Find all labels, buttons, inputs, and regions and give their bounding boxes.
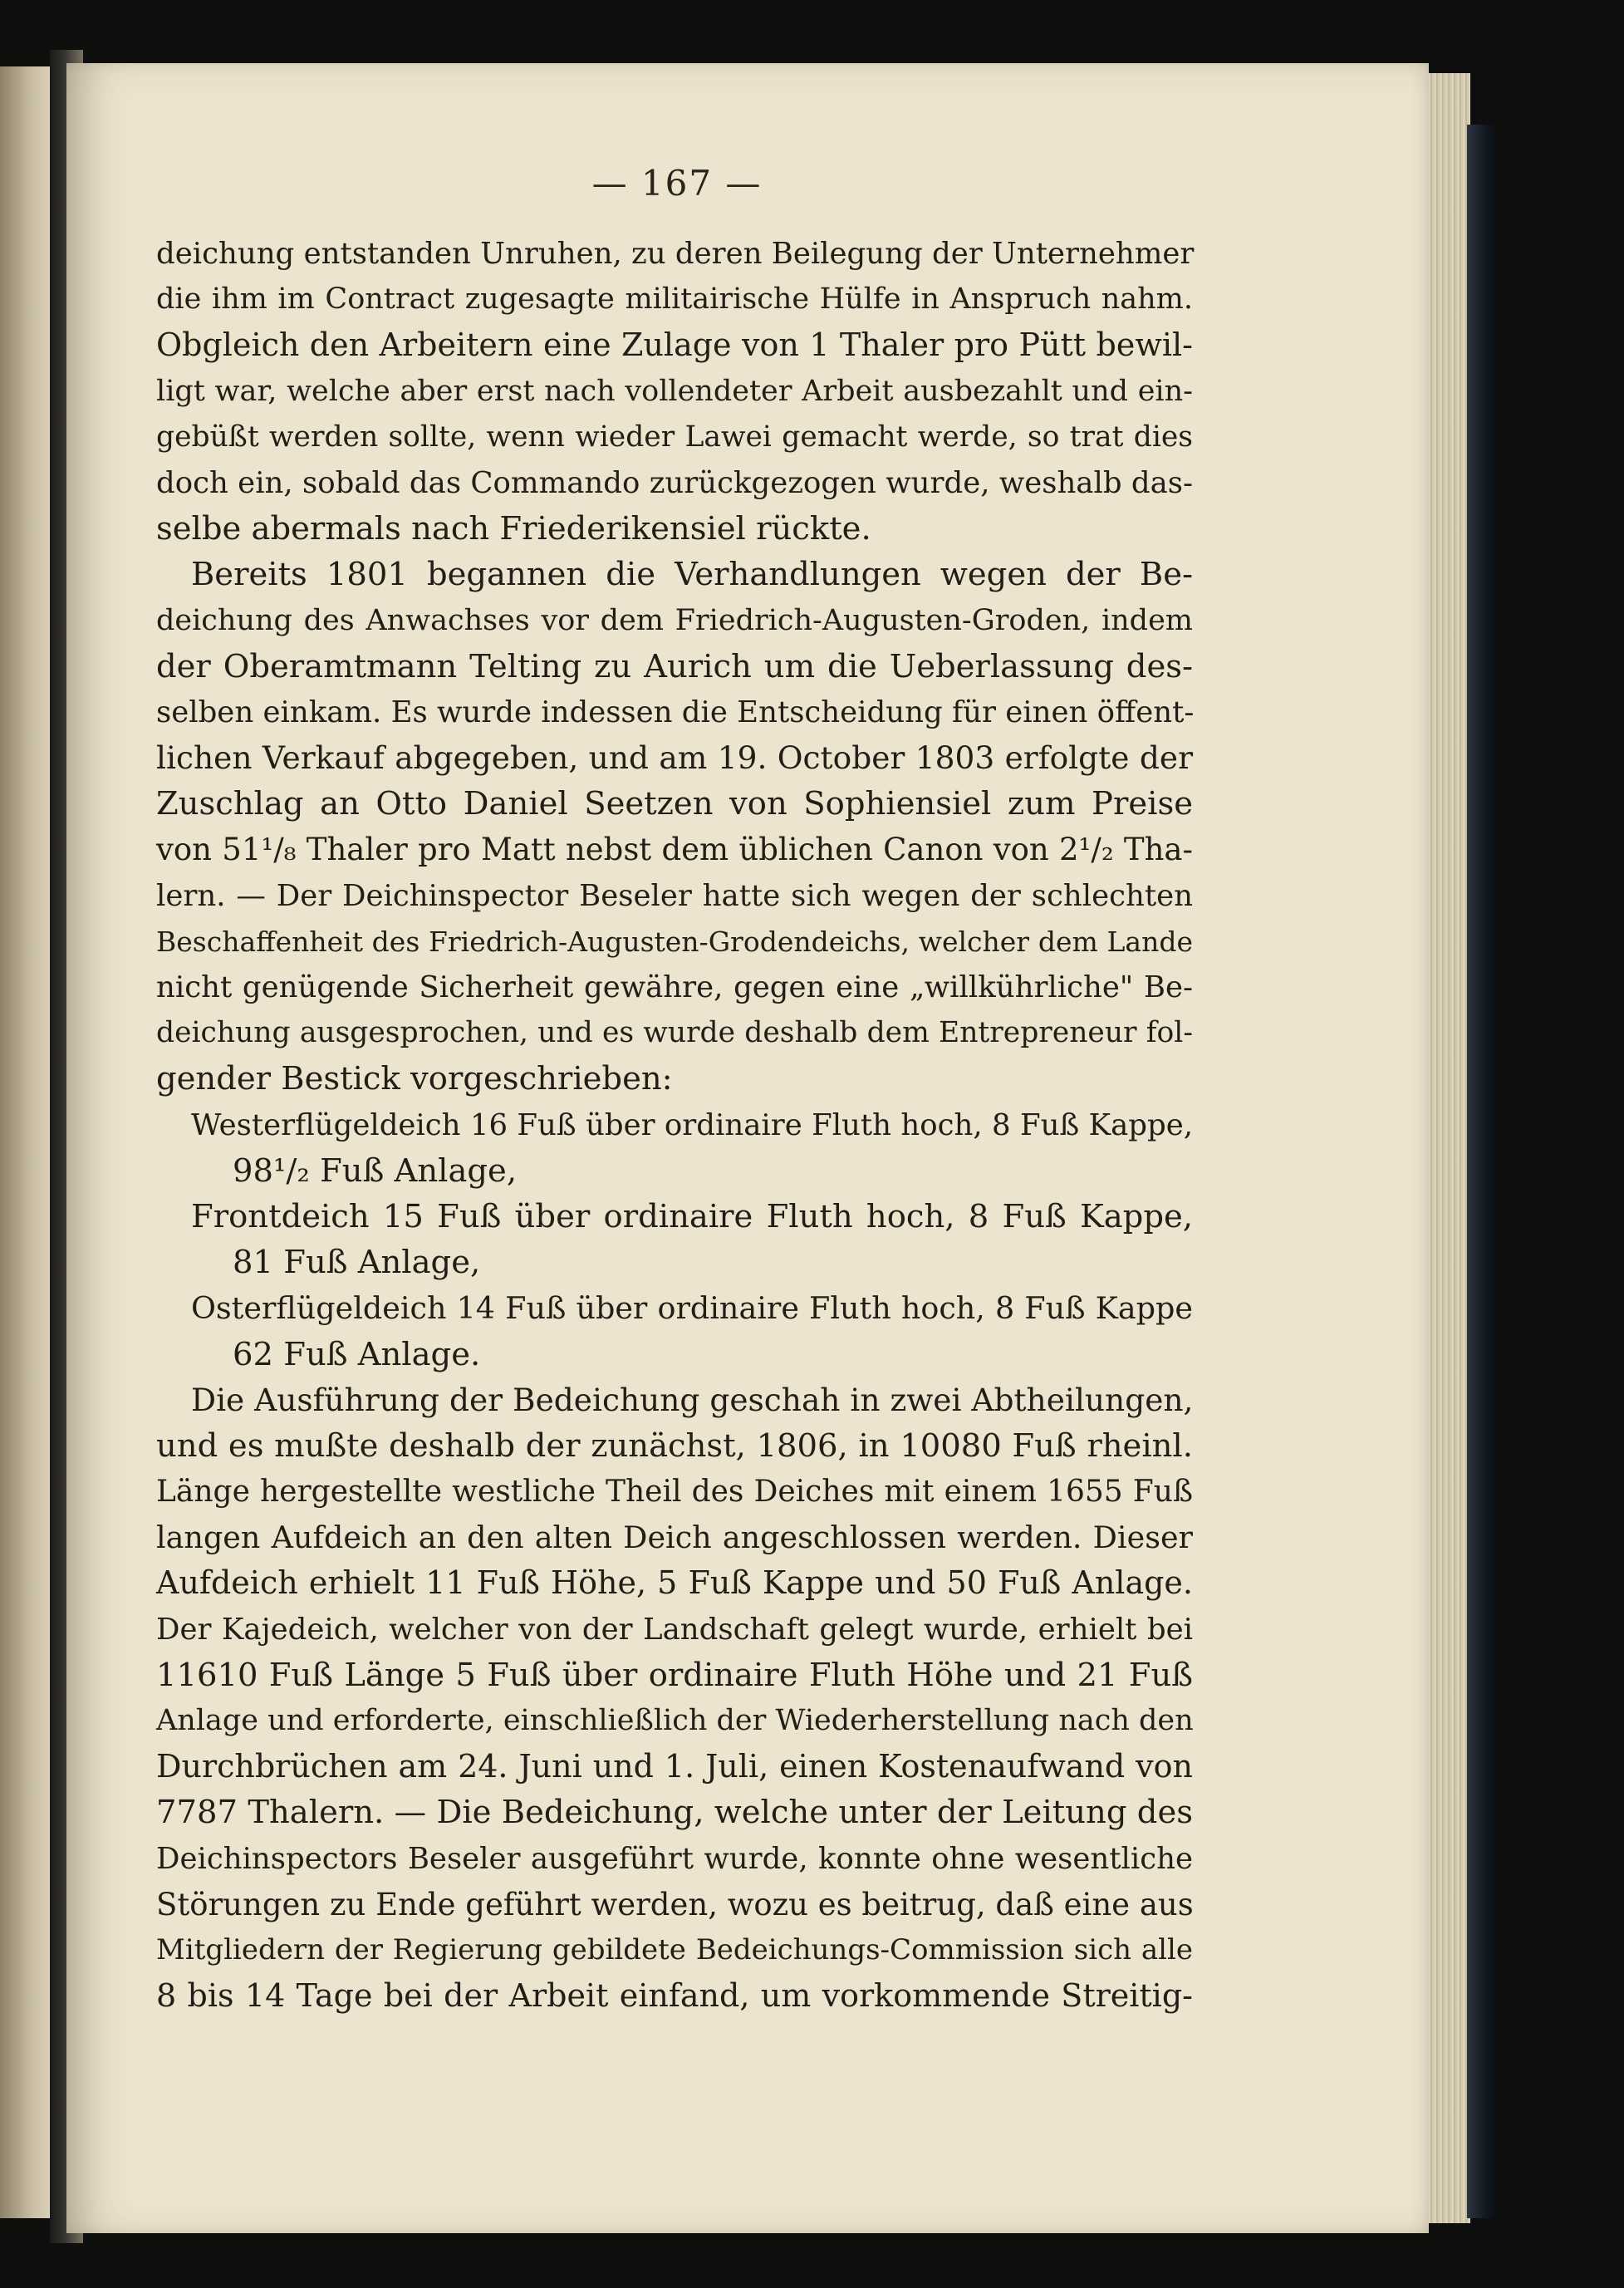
text-line: Mitgliedern der Regierung gebildete Bedeichungs-Commission sich alle [156,1932,1193,1966]
text-line: Obgleich den Arbeitern eine Zulage von 1 Thaler pro Pütt bewil- [156,327,1193,364]
text-line: Zuschlag an Otto Daniel Seetzen von Sophiensiel zum Preise [156,785,1193,823]
book-binding [1467,125,1497,2218]
text-line: doch ein, sobald das Commando zurückgezogen wurde, weshalb das- [156,465,1193,500]
specification-line: Osterflügeldeich 14 Fuß über ordinaire Fluth hoch, 8 Fuß Kappe [191,1290,1193,1327]
text-line: deichung des Anwachses vor dem Friedrich-Augusten-Groden, indem [156,603,1193,637]
text-line: selbe abermals nach Friederikensiel rückte. [156,510,871,548]
page-stack-edges [1427,73,1470,2223]
page-number: — 167 — [591,163,763,204]
body-text [156,231,1193,2019]
text-line: Der Kajedeich, welcher von der Landschaft gelegt wurde, erhielt bei [156,1612,1193,1647]
text-line: gender Bestick vorgeschrieben: [156,1060,673,1098]
text-line: Bereits 1801 begannen die Verhandlungen wegen der Be- [191,556,1193,594]
text-line: 11610 Fuß Länge 5 Fuß über ordinaire Fluth Höhe und 21 Fuß [156,1656,1193,1694]
specification-line: 81 Fuß Anlage, [233,1244,481,1282]
text-line: und es mußte deshalb der zunächst, 1806, in 10080 Fuß rheinl. [156,1426,1193,1465]
text-line: gebüßt werden sollte, wenn wieder Lawei gemacht werde, so trat dies [156,420,1193,454]
text-line: Durchbrüchen am 24. Juni und 1. Juli, einen Kostenaufwand von [156,1748,1193,1785]
text-line: Länge hergestellte westliche Theil des Deiches mit einem 1655 Fuß [156,1475,1193,1510]
specification-line: Westerflügeldeich 16 Fuß über ordinaire Fluth hoch, 8 Fuß Kappe, [191,1107,1193,1142]
specification-line: 62 Fuß Anlage. [233,1335,481,1373]
text-line: lern. — Der Deichinspector Beseler hatte sich wegen der schlechten [156,878,1193,913]
text-line: von 51¹/₈ Thaler pro Matt nebst dem üblichen Canon von 2¹/₂ Tha- [156,832,1193,868]
text-line: die ihm im Contract zugesagte militairische Hülfe in Anspruch nahm. [156,282,1193,317]
text-line: lichen Verkauf abgegeben, und am 19. October 1803 erfolgte der [156,739,1193,777]
text-line: 8 bis 14 Tage bei der Arbeit einfand, um vorkommende Streitig- [156,1977,1193,2015]
text-line: nicht genügende Sicherheit gewähre, gegen eine „willkührliche" Be- [156,970,1193,1004]
specification-line: Frontdeich 15 Fuß über ordinaire Fluth hoch, 8 Fuß Kappe, [191,1197,1193,1235]
text-line: selben einkam. Es wurde indessen die Entscheidung für einen öffent- [156,695,1195,729]
text-line: Anlage und erforderte, einschließlich der Wiederherstellung nach den [156,1704,1194,1737]
text-line: Beschaffenheit des Friedrich-Augusten-Grodendeichs, welcher dem Lande [156,925,1193,958]
text-line: Deichinspectors Beseler ausgeführt wurde, konnte ohne wesentliche [156,1841,1193,1876]
text-line: deichung entstanden Unruhen, zu deren Beilegung der Unternehmer [156,237,1195,271]
text-line: Störungen zu Ende geführt werden, wozu es beitrug, daß eine aus [156,1886,1194,1922]
text-line: Die Ausführung der Bedeichung geschah in zwei Abtheilungen, [191,1381,1194,1418]
specification-line: 98¹/₂ Fuß Anlage, [233,1151,518,1190]
text-line: Aufdeich erhielt 11 Fuß Höhe, 5 Fuß Kappe und 50 Fuß Anlage. [156,1564,1193,1602]
text-line: deichung ausgesprochen, und es wurde deshalb dem Entrepreneur fol- [156,1016,1193,1050]
text-line: der Oberamtmann Telting zu Aurich um die Ueberlassung des- [156,647,1193,685]
text-line: 7787 Thalern. — Die Bedeichung, welche unter der Leitung des [156,1794,1193,1832]
text-line: langen Aufdeich an den alten Deich angeschlossen werden. Dieser [156,1520,1193,1556]
text-line: ligt war, welche aber erst nach vollendeter Arbeit ausbezahlt und ein- [156,374,1193,408]
